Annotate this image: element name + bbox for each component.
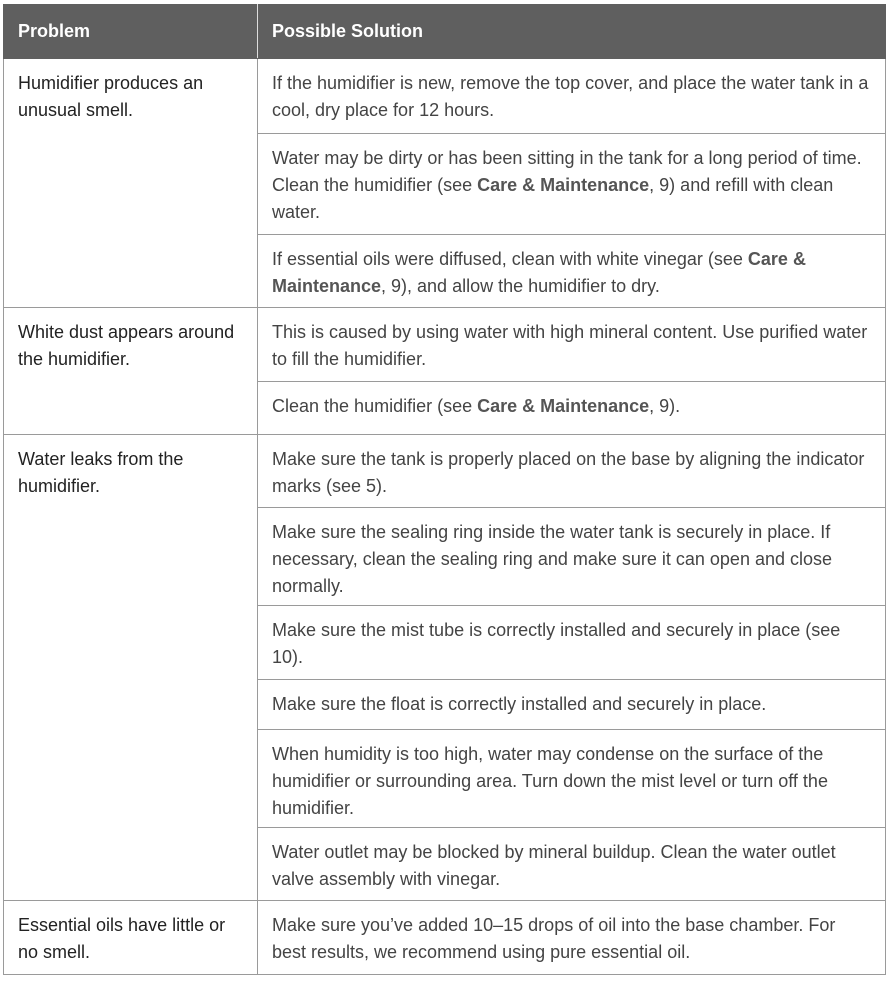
solution-text: When humidity is too high, water may condense on the surface of the humidifier or surrounding area. Turn down the mist level or turn off the humidifier. bbox=[272, 744, 828, 818]
problem-cell: Essential oils have little or no smell. bbox=[4, 901, 258, 975]
section-reference: Care & Maintenance bbox=[272, 249, 806, 296]
solution-text: Make sure the float is correctly installed and securely in place. bbox=[272, 694, 767, 714]
solution-text: , 9) and refill with clean water. bbox=[272, 175, 834, 222]
table-row bbox=[4, 901, 886, 975]
header-problem: Problem bbox=[4, 5, 258, 59]
solution-text: Water may be dirty or has been sitting in the tank for a long period of time. Clean the humidifier (see bbox=[272, 148, 862, 195]
solution-cell bbox=[258, 134, 886, 235]
troubleshooting-table bbox=[3, 4, 886, 975]
solution-text: , 9). bbox=[649, 396, 681, 416]
solution-text: Make sure the tank is properly placed on the base by aligning the indicator marks (see 5). bbox=[272, 449, 865, 496]
solution-cell bbox=[258, 508, 886, 606]
solution-text: Water outlet may be blocked by mineral buildup. Clean the water outlet valve assembly with vinegar. bbox=[272, 842, 836, 889]
solution-text: , 9), and allow the humidifier to dry. bbox=[381, 276, 660, 296]
solution-cell bbox=[258, 828, 886, 901]
problem-cell: White dust appears around the humidifier. bbox=[4, 308, 258, 435]
solution-text: Make sure the mist tube is correctly installed and securely in place (see 10). bbox=[272, 620, 841, 667]
table-row bbox=[4, 59, 886, 134]
solution-cell bbox=[258, 308, 886, 382]
table-row bbox=[4, 308, 886, 382]
header-row bbox=[4, 5, 886, 59]
section-reference: Care & Maintenance bbox=[477, 396, 650, 416]
solution-cell bbox=[258, 730, 886, 828]
solution-cell bbox=[258, 235, 886, 308]
problem-cell: Humidifier produces an unusual smell. bbox=[4, 59, 258, 308]
solution-text: Make sure you’ve added 10–15 drops of oil into the base chamber. For best results, we recommend using pure essential oil. bbox=[272, 915, 836, 962]
table-row bbox=[4, 435, 886, 508]
section-reference: Care & Maintenance bbox=[477, 175, 650, 195]
solution-text: Clean the humidifier (see bbox=[272, 396, 478, 416]
solution-text: If the humidifier is new, remove the top cover, and place the water tank in a cool, dry place for 12 hours. bbox=[272, 73, 869, 120]
solution-text: If essential oils were diffused, clean with white vinegar (see bbox=[272, 249, 748, 269]
solution-cell bbox=[258, 382, 886, 435]
solution-cell bbox=[258, 680, 886, 730]
solution-cell bbox=[258, 59, 886, 134]
solution-text: This is caused by using water with high mineral content. Use purified water to fill the humidifier. bbox=[272, 322, 868, 369]
header-solution: Possible Solution bbox=[258, 5, 886, 59]
solution-cell bbox=[258, 901, 886, 975]
solution-cell bbox=[258, 606, 886, 680]
solution-text: Make sure the sealing ring inside the water tank is securely in place. If necessary, clean the sealing ring and make sure it can open and close normally. bbox=[272, 522, 833, 596]
problem-cell: Water leaks from the humidifier. bbox=[4, 435, 258, 901]
solution-cell bbox=[258, 435, 886, 508]
